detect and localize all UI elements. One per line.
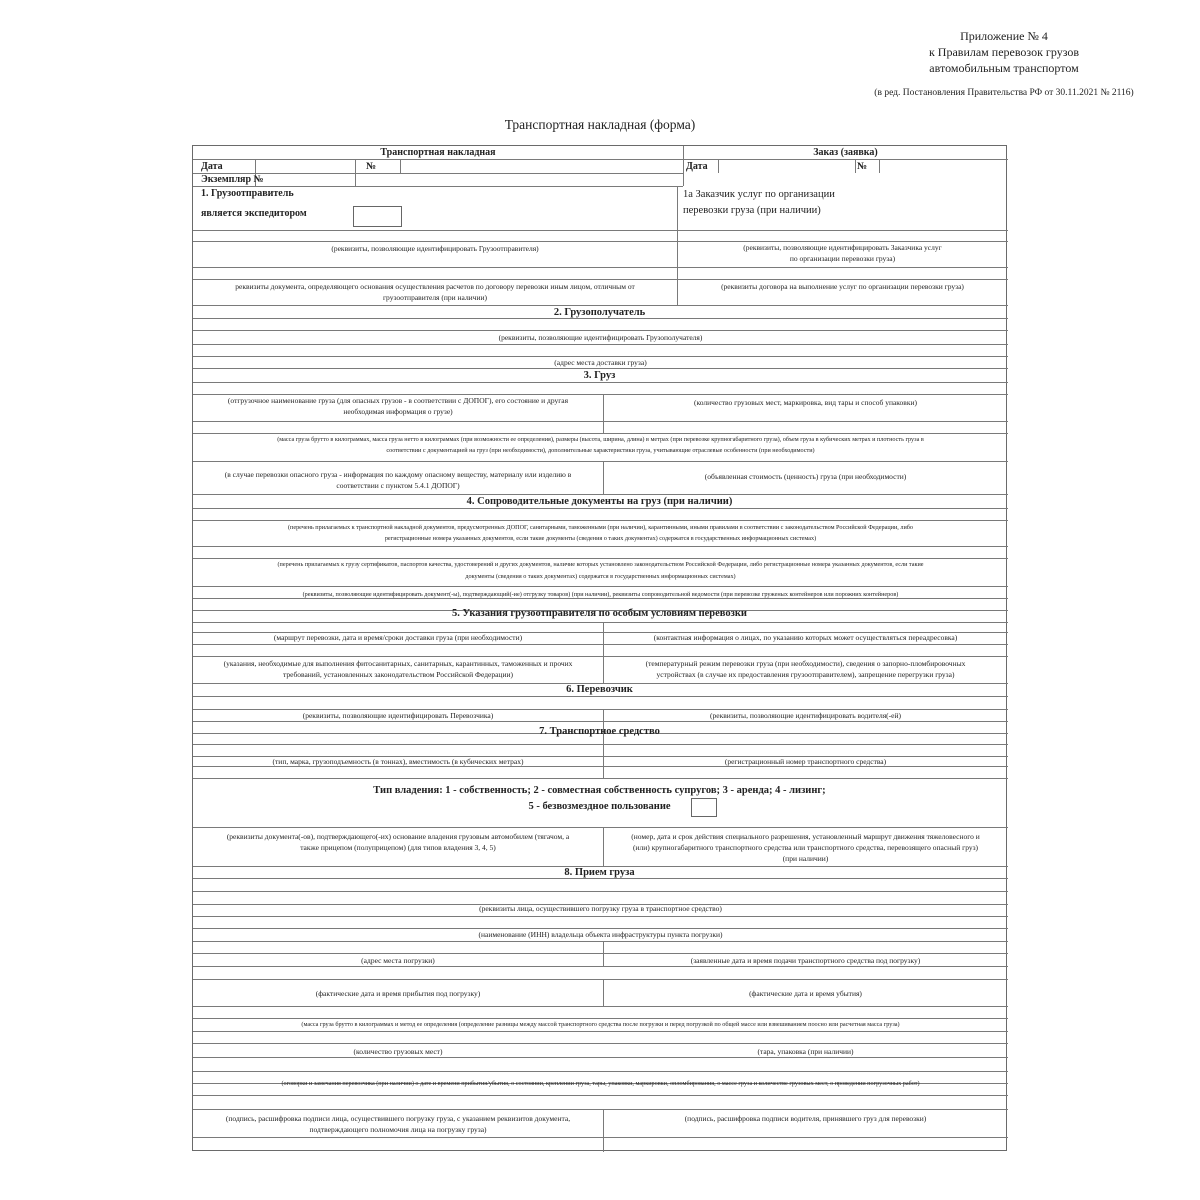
org-contract-caption: (реквизиты договора на выполнение услуг по организации перевозки груза) xyxy=(721,282,964,291)
declared-arrival-caption: (заявленные дата и время подачи транспортного средства под погрузку) xyxy=(690,956,921,965)
packages-count-caption: (количество грузовых мест) xyxy=(353,1047,443,1056)
customer-caption-2: по организации перевозки груза) xyxy=(789,254,896,263)
waybill-column-title: Транспортная накладная xyxy=(380,147,496,158)
customer-caption-1: (реквизиты, позволяющие идентифицировать Заказчика услуг xyxy=(743,243,942,252)
delivery-address-caption: (адрес места доставки груза) xyxy=(554,358,647,367)
section-3-title: 3. Груз xyxy=(583,370,616,381)
infrastructure-owner-caption: (наименование (ИНН) владельца объекта инфраструктуры пункта погрузки) xyxy=(478,930,723,939)
payment-doc-caption-2: грузоотправителя (при наличии) xyxy=(382,293,487,302)
expeditor-checkbox[interactable] xyxy=(353,206,402,227)
vehicle-type-caption: (тип, марка, грузоподъемность (в тоннах), вместимость (в кубических метрах) xyxy=(272,757,524,766)
payment-doc-caption-1: реквизиты документа, определяющего основания осуществления расчетов по договору перевозки иным лицом, отличным от xyxy=(235,282,635,291)
shipment-docs-caption: (реквизиты, позволяющие идентифицировать документ(-ы), подтверждающий(-ие) отгрузку товаров) (при наличии), реквизиты сопроводительной ведомости (при перевозке груженых контейнеров или порожних контейнеров) xyxy=(302,591,899,598)
appendix-transport: автомобильным транспортом xyxy=(929,61,1079,75)
waybill-date-label: Дата xyxy=(201,161,223,172)
ownership-doc-caption-1: (реквизиты документа(-ов), подтверждающего(-их) основание владения грузовым автомобилем (тягачом, а xyxy=(226,832,570,841)
copy-number-label: Экземпляр № xyxy=(201,174,264,185)
section-8-title: 8. Прием груза xyxy=(564,867,635,878)
actual-departure-caption: (фактические дата и время убытия) xyxy=(749,989,862,998)
order-column-title: Заказ (заявка) xyxy=(813,147,878,158)
section-1-title: 1. Грузоотправитель xyxy=(201,188,294,199)
section-6-title: 6. Перевозчик xyxy=(566,684,633,695)
loading-address-caption: (адрес места погрузки) xyxy=(361,956,435,965)
dangerous-cargo-caption-2: соответствии с пунктом 5.4.1 ДОПОГ) xyxy=(336,481,460,490)
section-7-title: 7. Транспортное средство xyxy=(539,726,660,737)
cargo-name-caption-1: (отгрузочное наименование груза (для опасных грузов - в соответствии с ДОПОГ), его состояние и другая xyxy=(227,396,569,405)
route-caption: (маршрут перевозки, дата и время/сроки доставки груза (при необходимости) xyxy=(273,633,523,642)
consignee-caption: (реквизиты, позволяющие идентифицировать Грузополучателя) xyxy=(498,333,703,342)
certificates-caption-1: (перечень прилагаемых к грузу сертификатов, паспортов качества, удостоверений и других документов, наличие которых установлено законодательством Российской Федерации, либо регистрационные номера указанных документов, если такие xyxy=(277,561,924,568)
order-number-label: № xyxy=(857,161,868,172)
certificates-caption-2: документы (сведения о таких документах) содержатся в государственных информационных системах) xyxy=(465,573,736,580)
ownership-doc-caption-2: также прицепом (полуприцепом) (для типов владения 3, 4, 5) xyxy=(300,843,496,852)
shipper-caption: (реквизиты, позволяющие идентифицировать Грузоотправителя) xyxy=(331,244,539,253)
attached-docs-caption-2: регистрационные номера указанных документов, если такие документы (сведения о таких документах) содержатся в государственных информационных системах) xyxy=(384,535,817,542)
section-4-title: 4. Сопроводительные документы на груз (при наличии) xyxy=(466,496,733,507)
temperature-caption-1: (температурный режим перевозки груза (при необходимости), сведения о запорно-пломбировочных xyxy=(645,659,966,668)
expeditor-label: является экспедитором xyxy=(201,208,307,219)
dangerous-cargo-caption-1: (в случае перевозки опасного груза - информация по каждому опасному веществу, материалу или изделию в xyxy=(224,470,572,479)
carrier-caption: (реквизиты, позволяющие идентифицировать Перевозчика) xyxy=(302,711,494,720)
section-5-title: 5. Указания грузоотправителя по особым условиям перевозки xyxy=(452,608,747,619)
phyto-requirements-caption-2: требований, установленных законодательством Российской Федерации) xyxy=(283,670,513,679)
carrier-remarks-caption: (оговорки и замечания перевозчика (при наличии) о дате и времени прибытия/убытия, о состоянии, креплении груза, тары, упаковки, маркировки, опломбирования, о массе груза и количестве грузовых мест, о проведении погрузочных работ) xyxy=(281,1080,920,1087)
customer-label-line2: перевозки груза (при наличии) xyxy=(683,205,821,216)
appendix-rules: к Правилам перевозок грузов xyxy=(928,45,1080,59)
loader-caption: (реквизиты лица, осуществившего погрузку груза в транспортное средство) xyxy=(479,904,722,913)
customer-label-line1: 1а Заказчик услуг по организации xyxy=(683,189,835,200)
loader-signature-caption-1: (подпись, расшифровка подписи лица, осуществившего погрузку груза, с указанием реквизитов документа, xyxy=(225,1114,571,1123)
packages-caption: (количество грузовых мест, маркировка, вид тары и способ упаковки) xyxy=(693,398,917,407)
ownership-types-line1: Тип владения: 1 - собственность; 2 - совместная собственность супругов; 3 - аренда; 4 - лизинг; xyxy=(373,785,826,796)
order-date-label: Дата xyxy=(686,161,708,172)
registration-number-caption: (регистрационный номер транспортного средства) xyxy=(724,757,887,766)
cargo-mass-caption-2: соответствии с документацией на груз (при необходимости), дополнительные характеристики груза, учитывающие отраслевые особенности (при необходимости) xyxy=(386,447,815,454)
cargo-mass-caption-1: (масса груза брутто в килограммах, масса груза нетто в килограммах (при возможности ее определения), размеры (высота, ширина, длина) в метрах (при перевозке крупногабаритного груза), объем груза в кубических метрах и плотность груза в xyxy=(277,436,924,443)
ownership-type-box[interactable] xyxy=(691,798,717,817)
waybill-form xyxy=(192,145,1007,1151)
special-permit-caption-1: (номер, дата и срок действия специального разрешения, установленный маршрут движения тяжеловесного и xyxy=(631,832,980,841)
driver-signature-caption: (подпись, расшифровка подписи водителя, принявшего груз для перевозки) xyxy=(684,1114,927,1123)
attached-docs-caption-1: (перечень прилагаемых к транспортной накладной документов, предусмотренных ДОПОГ, санитарными, таможенными (при наличии), карантинными, иными правилами в соответствии с законодательством Российской Федерации, либо xyxy=(287,524,914,531)
actual-arrival-caption: (фактические дата и время прибытия под погрузку) xyxy=(315,989,481,998)
ownership-types-line2: 5 - безвозмездное пользование xyxy=(528,801,671,812)
gross-mass-caption: (масса груза брутто в килограммах и метод ее определения (определение разницы между массой транспортного средства после погрузки и перед погрузкой по общей массе или взвешиванием поосно или расчетная масса груза) xyxy=(301,1021,900,1028)
special-permit-caption-2: (или) крупногабаритного транспортного средства или транспортного средства, перевозящего опасный груз) xyxy=(632,843,979,852)
redirect-contact-caption: (контактная информация о лицах, по указанию которых может осуществляться переадресовка) xyxy=(653,633,958,642)
declared-value-caption: (объявленная стоимость (ценность) груза (при необходимости) xyxy=(704,472,907,481)
edition-note: (в ред. Постановления Правительства РФ от 30.11.2021 № 2116) xyxy=(874,88,1134,98)
cargo-name-caption-2: необходимая информация о грузе) xyxy=(343,407,453,416)
phyto-requirements-caption-1: (указания, необходимые для выполнения фитосанитарных, санитарных, карантинных, таможенных и прочих xyxy=(223,659,573,668)
appendix-number: Приложение № 4 xyxy=(960,29,1048,43)
special-permit-caption-3: (при наличии) xyxy=(782,854,829,863)
packaging-caption: (тара, упаковка (при наличии) xyxy=(757,1047,854,1056)
temperature-caption-2: устройствах (в случае их предоставления грузоотправителем), запрещение перегрузки груза) xyxy=(656,670,955,679)
driver-caption: (реквизиты, позволяющие идентифицировать водителя(-ей) xyxy=(710,711,901,720)
section-2-title: 2. Грузополучатель xyxy=(553,307,646,318)
waybill-number-label: № xyxy=(366,161,377,172)
loader-signature-caption-2: подтверждающего полномочия лица на погрузку груза) xyxy=(309,1125,487,1134)
page-title: Транспортная накладная (форма) xyxy=(504,117,696,132)
